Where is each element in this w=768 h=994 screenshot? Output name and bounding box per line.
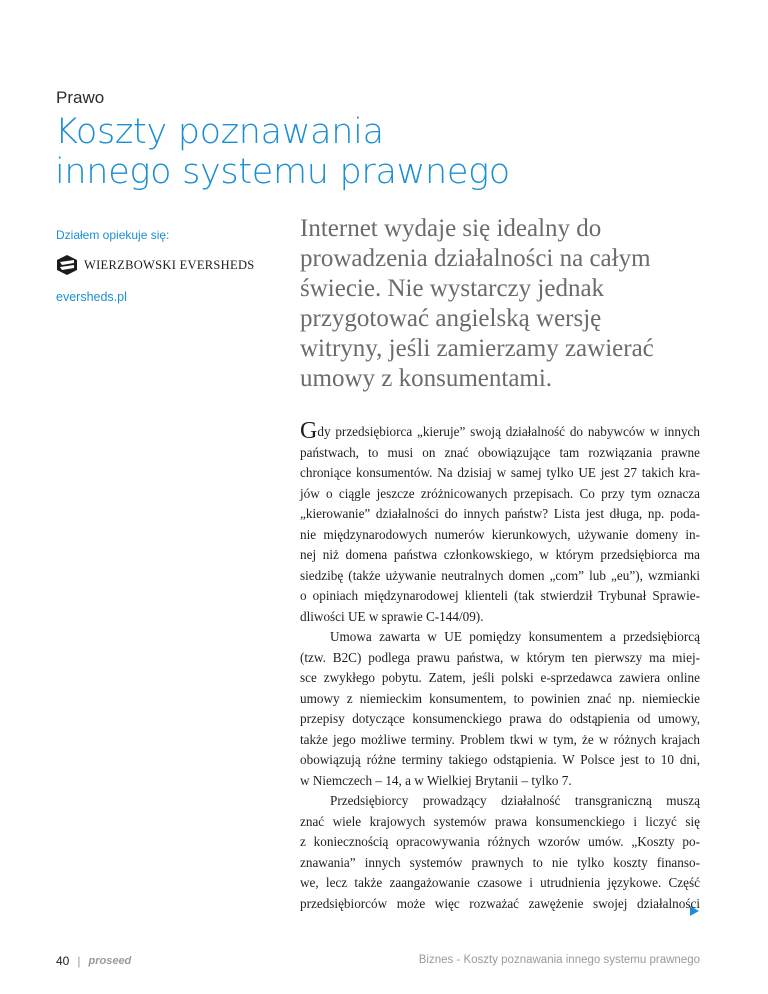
body-line: znawania” innych systemów prawnych to nie tylko koszty finanso- [300,854,700,870]
body-line: sce zwykłego pobytu. Zatem, jeśli polski e-sprzedawca zawiera online [300,670,700,685]
body-line-text: dy przedsiębiorca „kieruje” swoją działalność do nabywców w innych [317,424,700,439]
body-line: umowy z niemieckim konsumentem, to powinien znać np. niemieckie [300,690,700,706]
body-line [300,418,700,444]
body-line: we, lecz także zaangażowanie czasowe i utrudnienia językowe. Część [300,875,700,890]
lead-line: świecie. Nie wystarczy jednak [300,275,605,302]
eversheds-logo-icon [56,254,78,276]
magazine-brand-logo: proseed [88,955,132,967]
lead-paragraph [300,214,700,394]
lead-line: prowadzenia działalności na całym [300,245,651,272]
sponsor-block [56,252,255,278]
body-line: nej niż domena państwa członkowskiego, w którym przedsiębiorca ma [300,547,700,562]
body-line: Umowa zawarta w UE pomiędzy konsumentem a przedsiębiorcą [330,629,700,644]
body-line: obowiązują różne terminy takiego odstąpienia. W Polsce jest to 10 dni, [300,752,700,767]
body-line: dliwości UE w sprawie C-144/09). [300,608,484,624]
sponsor-link[interactable]: eversheds.pl [56,290,127,304]
body-line: państwach, to musi on znać obowiązujące tam rozwiązania prawne [300,444,700,460]
footer-separator: | [77,954,81,968]
body-line: „kierowanie” działalności do innych państw? Lista jest długa, np. poda- [300,506,700,521]
body-line: przedsiębiorców może więc rozważać zawężenie swojej działalności [300,895,700,911]
lead-line: przygotować angielską wersję [300,305,602,332]
continue-arrow-icon [690,906,699,916]
lead-line: witryny, jeśli zamierzamy zawierać [300,335,654,362]
page-number: 40 [56,954,70,968]
body-line: w Niemczech – 14, a w Wielkiej Brytanii – tylko 7. [300,772,572,788]
running-title: Biznes - Koszty poznawania innego systemu prawnego [418,954,700,966]
body-line: chroniące konsumentów. Na dzisiaj w samej tylko UE jest 27 takich kra- [300,465,700,480]
article-title-line: Koszty poznawania [55,112,384,152]
article-title-line: innego systemu prawnego [55,152,510,192]
body-line: znać wiele krajowych systemów prawa konsumenckiego i liczyć się [300,813,700,829]
sponsor-name: WIERZBOWSKI EVERSHEDS [84,257,255,272]
body-line: (tzw. B2C) podlega prawu państwa, w którym ten pierwszy ma miej- [300,649,700,665]
lead-line: umowy z konsumentami. [300,365,553,392]
body-line: jów o ciągle jeszcze zróżnicowanych przepisach. Co przy tym oznacza [300,485,700,501]
body-line: o opiniach międzynarodowej klienteli (tak stwierdził Trybunał Sprawie- [300,588,700,603]
body-line: siedzibę (także używanie neutralnych domen „com” lub „eu”), wzmianki [300,567,700,583]
lead-line: Internet wydaje się idealny do [300,215,602,242]
body-line: przepisy dotyczące konsumenckiego prawa do odstąpienia od umowy, [300,711,700,726]
article-body [300,418,700,914]
sponsor-caption: Działem opiekuje się: [56,228,170,242]
article-title [55,112,655,192]
footer-left [56,954,131,968]
body-line: Przedsiębiorcy prowadzący działalność transgraniczną muszą [330,793,700,808]
dropcap: G [300,418,318,444]
body-line: także jego możliwe terminy. Problem tkwi w tym, że w różnych krajach [300,731,700,747]
body-line: nie międzynarodowych numerów kierunkowych, używanie domeny in- [300,526,700,542]
body-line: z koniecznością opracowywania różnych wzorów umów. „Koszty po- [300,834,700,849]
section-label: Prawo [56,88,105,107]
